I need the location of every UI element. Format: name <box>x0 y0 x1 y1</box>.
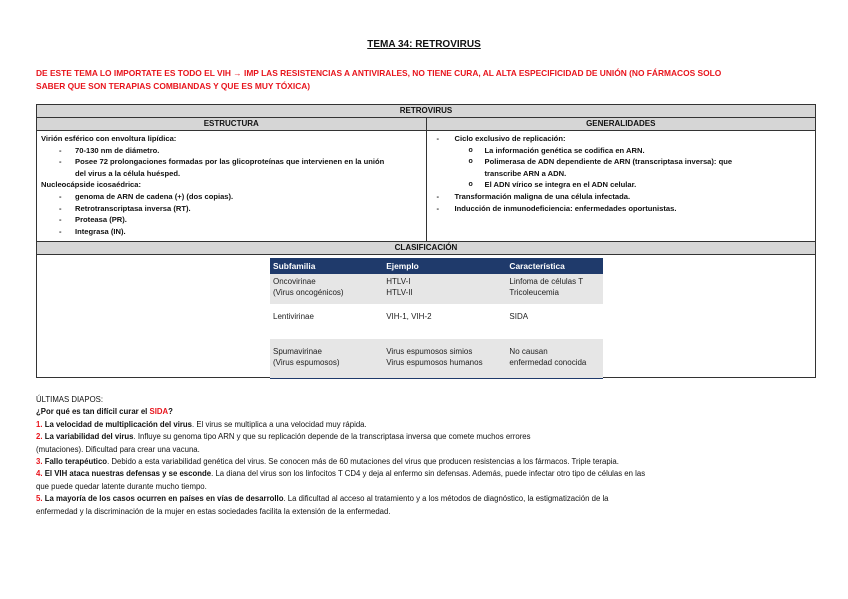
table-cell: Spumavirinae (Virus espumosos) <box>270 339 383 379</box>
table-cell: HTLV-I HTLV-II <box>383 274 506 304</box>
table-cell: Linfoma de células T Tricoleucemia <box>506 274 603 304</box>
page-title: TEMA 34: RETROVIRUS <box>367 39 481 50</box>
note-item: 5. La mayoría de los casos ocurren en países en vías de desarrollo. La dificultad al acceso al tratamiento y a los métodos de diagnóstico, la estigmatización de la <box>36 494 609 504</box>
note-item-continuation: que puede quedar latente durante mucho tiempo. <box>36 481 207 491</box>
notes-question: ¿Por qué es tan difícil curar el SIDA? <box>36 407 173 417</box>
list-item: - genoma de ARN de cadena (+) (dos copias). <box>41 191 422 203</box>
ciclo-sublist-2 <box>431 179 812 191</box>
th-ejemplo: Ejemplo <box>383 258 506 274</box>
sub-item: o La información genética se codifica en ARN. <box>431 145 812 157</box>
th-caracteristica: Característica <box>506 258 603 274</box>
clasificacion-cell <box>37 255 815 377</box>
table-cell: Lentivirinae <box>273 312 314 322</box>
th-subfamilia: Subfamilia <box>270 258 383 274</box>
table-title: RETROVIRUS <box>399 106 453 115</box>
sub-item: o Polimerasa de ADN dependiente de ARN (transcriptasa inversa): que <box>431 156 812 168</box>
nucleo-title: Nucleocápside icosaédrica: <box>41 180 142 190</box>
table-row <box>270 339 603 379</box>
list-item: - Integrasa (IN). <box>41 226 422 238</box>
note-item: 4. El VIH ataca nuestras defensas y se esconde. La diana del virus son los linfocitos T CD4 y deja al enfermo sin defensas. Además, puede infectar otro tipo de células en las <box>36 469 646 479</box>
list-item: - Posee 72 prolongaciones formadas por las glicoproteínas que intervienen en la unión <box>41 156 422 168</box>
note-item: 3. Fallo terapéutico. Debido a esta variabilidad genética del virus. Se conocen más de 60 mutaciones del virus que producen resistencias a los fármacos. Triple terapia. <box>36 457 619 467</box>
clasificacion-title: CLASIFICACIÓN <box>394 243 458 253</box>
table-cell: Oncovirinae (Virus oncogénicos) <box>270 274 383 304</box>
table-row <box>270 274 603 304</box>
table-cell: SIDA <box>509 312 529 322</box>
list-item-continuation: del virus a la célula huésped. <box>75 168 181 178</box>
retrovirus-table <box>36 104 816 378</box>
subtable-header-row <box>270 258 603 274</box>
virion-list <box>41 145 422 168</box>
content-row <box>37 131 815 242</box>
note-item-continuation: enfermedad y la discriminación de la mujer en estas sociedades facilita la extensión de la enfermedad. <box>36 506 391 516</box>
table-header <box>37 105 815 118</box>
warning-line-2: SABER QUE SON TERAPIAS COMBIANDAS Y QUE ES MUY TÓXICA) <box>36 81 311 91</box>
generalidades-list-2 <box>431 191 812 214</box>
warning-note <box>36 67 816 93</box>
col-estructura: ESTRUCTURA <box>203 119 259 128</box>
notes-heading: ÚLTIMAS DIAPOS: <box>36 395 104 404</box>
nucleo-list <box>41 191 422 237</box>
list-item: - 70-130 nm de diámetro. <box>41 145 422 157</box>
list-item: - Ciclo exclusivo de replicación: <box>431 133 812 145</box>
list-item: - Transformación maligna de una célula infectada. <box>431 191 812 203</box>
table-cell: VIH-1, VIH-2 <box>386 312 432 322</box>
arrow-right-icon: → <box>233 68 242 78</box>
table-cell: No causan enfermedad conocida <box>506 339 603 379</box>
generalidades-cell <box>426 131 816 241</box>
virion-title: Virión esférico con envoltura lipídica: <box>41 134 177 143</box>
note-item-continuation: (mutaciones). Dificultad para crear una vacuna. <box>36 444 200 454</box>
sub-item-continuation: transcribe ARN a ADN. <box>484 168 567 178</box>
note-item: 2. La variabilidad del virus. Influye su genoma tipo ARN y que su replicación depende de la transcriptasa inversa que comete muchos errores <box>36 432 531 442</box>
estructura-cell <box>37 131 426 241</box>
list-item: - Inducción de inmunodeficiencia: enfermedades oportunistas. <box>431 203 812 215</box>
ciclo-sublist <box>431 145 812 168</box>
list-item: - Proteasa (PR). <box>41 214 422 226</box>
table-cell: Virus espumosos simios Virus espumosos humanos <box>383 339 506 379</box>
clasificacion-row <box>37 255 815 377</box>
table-row <box>270 304 603 339</box>
sub-item: o El ADN vírico se integra en el ADN celular. <box>431 179 812 191</box>
generalidades-list <box>431 133 812 145</box>
col-generalidades: GENERALIDADES <box>426 118 816 130</box>
warning-line-1: DE ESTE TEMA LO IMPORTATE ES TODO EL VIH → IMP LAS RESISTENCIAS A ANTIVIRALES, NO TIENE CURA, AL ALTA ESPECIFICIDAD DE UNIÓN (NO FÁRMACOS SOLO <box>36 68 722 78</box>
subfamily-table <box>270 258 603 379</box>
clasificacion-header <box>37 242 815 255</box>
note-item: 1. La velocidad de multiplicación del virus. El virus se multiplica a una velocidad muy rápida. <box>36 419 367 429</box>
column-headers <box>37 118 815 131</box>
last-slides-notes <box>36 394 816 518</box>
list-item: - Retrotranscriptasa inversa (RT). <box>41 203 422 215</box>
